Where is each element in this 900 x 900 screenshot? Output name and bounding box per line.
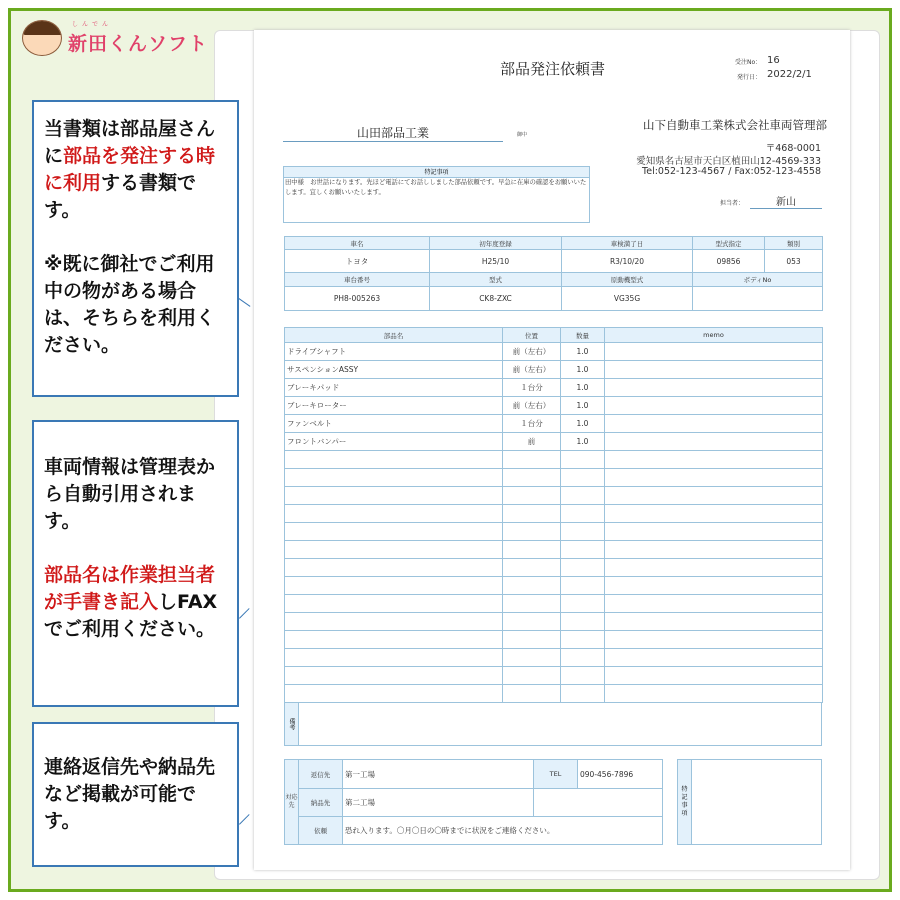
- part-quantity: 1.0: [561, 343, 605, 361]
- part-quantity: [561, 523, 605, 541]
- company-address: 愛知県名古屋市天白区植田山12-4569-333: [636, 156, 821, 167]
- part-quantity: [561, 487, 605, 505]
- part-position: [503, 577, 561, 595]
- part-position: [503, 469, 561, 487]
- part-quantity: [561, 649, 605, 667]
- part-position: [503, 541, 561, 559]
- callout-highlight: 部品を発注する時に利用: [44, 145, 216, 194]
- part-name: ブレーキローター: [285, 397, 503, 415]
- part-position: [503, 667, 561, 685]
- document-title: 部品発注依頼書: [500, 60, 606, 78]
- brand-name: 新田くんソフト: [68, 32, 209, 55]
- part-memo: [605, 559, 823, 577]
- vehicle-cell: CK8-ZXC: [430, 287, 562, 311]
- part-name: [285, 541, 503, 559]
- vehicle-header: ボディNo: [693, 273, 823, 287]
- part-name: [285, 613, 503, 631]
- part-position: 前（左右）: [503, 343, 561, 361]
- callout-contact: [32, 722, 239, 867]
- part-memo: [605, 595, 823, 613]
- issue-date-label: 発行日：: [737, 74, 762, 81]
- part-memo: [605, 451, 823, 469]
- honorific: 御中: [517, 132, 528, 138]
- remarks-box: [284, 703, 822, 746]
- part-quantity: [561, 577, 605, 595]
- part-memo: [605, 505, 823, 523]
- part-name: [285, 505, 503, 523]
- order-no: 16: [767, 55, 780, 66]
- parts-row: [285, 613, 823, 631]
- parts-row: [285, 469, 823, 487]
- part-name: [285, 577, 503, 595]
- part-position: [503, 685, 561, 703]
- remarks-label: 備考: [285, 703, 299, 745]
- part-quantity: 1.0: [561, 361, 605, 379]
- part-memo: [605, 685, 823, 703]
- part-position: [503, 451, 561, 469]
- callout-text: する書類です。: [44, 172, 197, 221]
- part-quantity: [561, 451, 605, 469]
- tel-number: 090-456-7896: [578, 760, 663, 789]
- part-name: [285, 451, 503, 469]
- vehicle-header: 車台番号: [285, 273, 430, 287]
- part-name: サスペンションASSY: [285, 361, 503, 379]
- part-name: [285, 523, 503, 541]
- parts-row: [285, 487, 823, 505]
- vehicle-cell: R3/10/20: [562, 250, 693, 273]
- part-quantity: 1.0: [561, 379, 605, 397]
- parts-row: [285, 361, 823, 379]
- part-memo: [605, 469, 823, 487]
- callout-vehicle: [32, 420, 239, 707]
- parts-row: [285, 577, 823, 595]
- parts-row: [285, 379, 823, 397]
- parts-header: 部品名: [285, 328, 503, 343]
- callout-purpose: [32, 100, 239, 397]
- part-memo: [605, 523, 823, 541]
- request-label: 依頼: [299, 817, 343, 845]
- part-quantity: [561, 613, 605, 631]
- parts-row: [285, 667, 823, 685]
- reply-label: 返信先: [299, 760, 343, 789]
- recipient-name: 山田部品工業: [283, 124, 503, 142]
- part-quantity: [561, 631, 605, 649]
- parts-row: [285, 451, 823, 469]
- vehicle-cell: [693, 287, 823, 311]
- part-memo: [605, 541, 823, 559]
- callout-note: ※既に御社でご利用中の物がある場合は、そちらを利用ください。: [44, 253, 216, 356]
- part-position: １台分: [503, 415, 561, 433]
- part-name: [285, 649, 503, 667]
- vehicle-table: [284, 236, 823, 311]
- brand-ruby: しんでん: [72, 20, 113, 28]
- part-position: 前: [503, 433, 561, 451]
- part-position: [503, 487, 561, 505]
- delivery-to: 第二工場: [343, 789, 534, 817]
- special-notes-box: [677, 759, 822, 845]
- vehicle-header: 原動機型式: [562, 273, 693, 287]
- brand-wordmark: [68, 21, 208, 56]
- callout-text: しFAXでご利用ください。: [44, 591, 218, 640]
- part-name: ドライブシャフト: [285, 343, 503, 361]
- part-memo: [605, 361, 823, 379]
- parts-row: [285, 595, 823, 613]
- zip-code: 〒468-0001: [765, 143, 821, 154]
- part-name: [285, 487, 503, 505]
- vehicle-header: 型式: [430, 273, 562, 287]
- part-position: １台分: [503, 379, 561, 397]
- contact-side-label: 対応先: [285, 760, 299, 845]
- part-quantity: 1.0: [561, 433, 605, 451]
- order-no-label: 受注No：: [735, 59, 762, 66]
- part-quantity: [561, 505, 605, 523]
- parts-header: memo: [605, 328, 823, 343]
- part-memo: [605, 649, 823, 667]
- vehicle-header: 初年度登録: [430, 237, 562, 250]
- contact-table: [284, 759, 663, 845]
- brand-logo: [22, 20, 208, 56]
- parts-row: [285, 433, 823, 451]
- tel-label: TEL: [534, 760, 578, 789]
- part-name: [285, 667, 503, 685]
- notes-text: 田中様 お世話になります。先ほど電話にてお話ししました部品依頼です。早急に在庫の確認をお願いいたします。宜しくお願いいたします。: [285, 179, 587, 196]
- part-memo: [605, 433, 823, 451]
- callout-text: 車両情報は管理表から自動引用されます。: [44, 456, 216, 532]
- part-memo: [605, 613, 823, 631]
- part-position: [503, 631, 561, 649]
- part-name: ファンベルト: [285, 415, 503, 433]
- part-position: [503, 505, 561, 523]
- callout-highlight: 部品名は作業担当者が手書き記入: [44, 564, 216, 613]
- parts-header: 数量: [561, 328, 605, 343]
- part-position: [503, 559, 561, 577]
- part-position: [503, 613, 561, 631]
- parts-row: [285, 397, 823, 415]
- part-name: [285, 559, 503, 577]
- part-memo: [605, 631, 823, 649]
- parts-row: [285, 649, 823, 667]
- part-quantity: [561, 469, 605, 487]
- part-quantity: [561, 559, 605, 577]
- delivery-label: 納品先: [299, 789, 343, 817]
- person-in-charge: 新山: [750, 193, 822, 209]
- notes-header: 特記事項: [284, 167, 589, 178]
- part-name: [285, 685, 503, 703]
- parts-row: [285, 523, 823, 541]
- parts-row: [285, 541, 823, 559]
- part-position: 前（左右）: [503, 397, 561, 415]
- vehicle-header: 類別: [765, 237, 823, 250]
- parts-row: [285, 343, 823, 361]
- vehicle-cell: VG35G: [562, 287, 693, 311]
- company-tel-fax: Tel:052-123-4567 / Fax:052-123-4558: [642, 166, 821, 177]
- vehicle-header: 型式指定: [693, 237, 765, 250]
- vehicle-cell: 09856: [693, 250, 765, 273]
- part-memo: [605, 397, 823, 415]
- request-text: 恐れ入ります。〇月〇日の〇時までに状況をご連絡ください。: [343, 817, 663, 845]
- reply-to: 第一工場: [343, 760, 534, 789]
- part-name: ブレーキパッド: [285, 379, 503, 397]
- vehicle-cell: H25/10: [430, 250, 562, 273]
- part-quantity: 1.0: [561, 397, 605, 415]
- part-position: [503, 523, 561, 541]
- callout-text: 当書類は部品屋さんに: [44, 118, 216, 167]
- part-position: 前（左右）: [503, 361, 561, 379]
- part-position: [503, 649, 561, 667]
- part-name: [285, 631, 503, 649]
- mascot-face-icon: [22, 20, 62, 56]
- vehicle-header: 車名: [285, 237, 430, 250]
- part-quantity: 1.0: [561, 415, 605, 433]
- vehicle-cell: PH8-005263: [285, 287, 430, 311]
- part-memo: [605, 343, 823, 361]
- parts-row: [285, 631, 823, 649]
- part-memo: [605, 487, 823, 505]
- part-name: [285, 469, 503, 487]
- part-memo: [605, 577, 823, 595]
- issue-date: 2022/2/1: [767, 69, 812, 80]
- parts-header: 位置: [503, 328, 561, 343]
- parts-table: [284, 327, 823, 703]
- company-name: 山下自動車工業株式会社車両管理部: [643, 118, 827, 132]
- parts-row: [285, 559, 823, 577]
- parts-row: [285, 415, 823, 433]
- parts-row: [285, 505, 823, 523]
- part-name: [285, 595, 503, 613]
- part-quantity: [561, 595, 605, 613]
- part-quantity: [561, 541, 605, 559]
- empty-cell: [534, 789, 663, 817]
- vehicle-header: 車検満了日: [562, 237, 693, 250]
- notes-box: [283, 166, 590, 223]
- part-memo: [605, 379, 823, 397]
- part-memo: [605, 415, 823, 433]
- parts-row: [285, 685, 823, 703]
- vehicle-cell: トヨタ: [285, 250, 430, 273]
- callout-text: 連絡返信先や納品先など掲載が可能です。: [44, 756, 216, 832]
- part-quantity: [561, 667, 605, 685]
- part-quantity: [561, 685, 605, 703]
- vehicle-cell: 053: [765, 250, 823, 273]
- part-name: フロントバンパー: [285, 433, 503, 451]
- special-notes-label: 特記事項: [678, 760, 692, 844]
- part-position: [503, 595, 561, 613]
- person-label: 担当者：: [720, 200, 745, 207]
- part-memo: [605, 667, 823, 685]
